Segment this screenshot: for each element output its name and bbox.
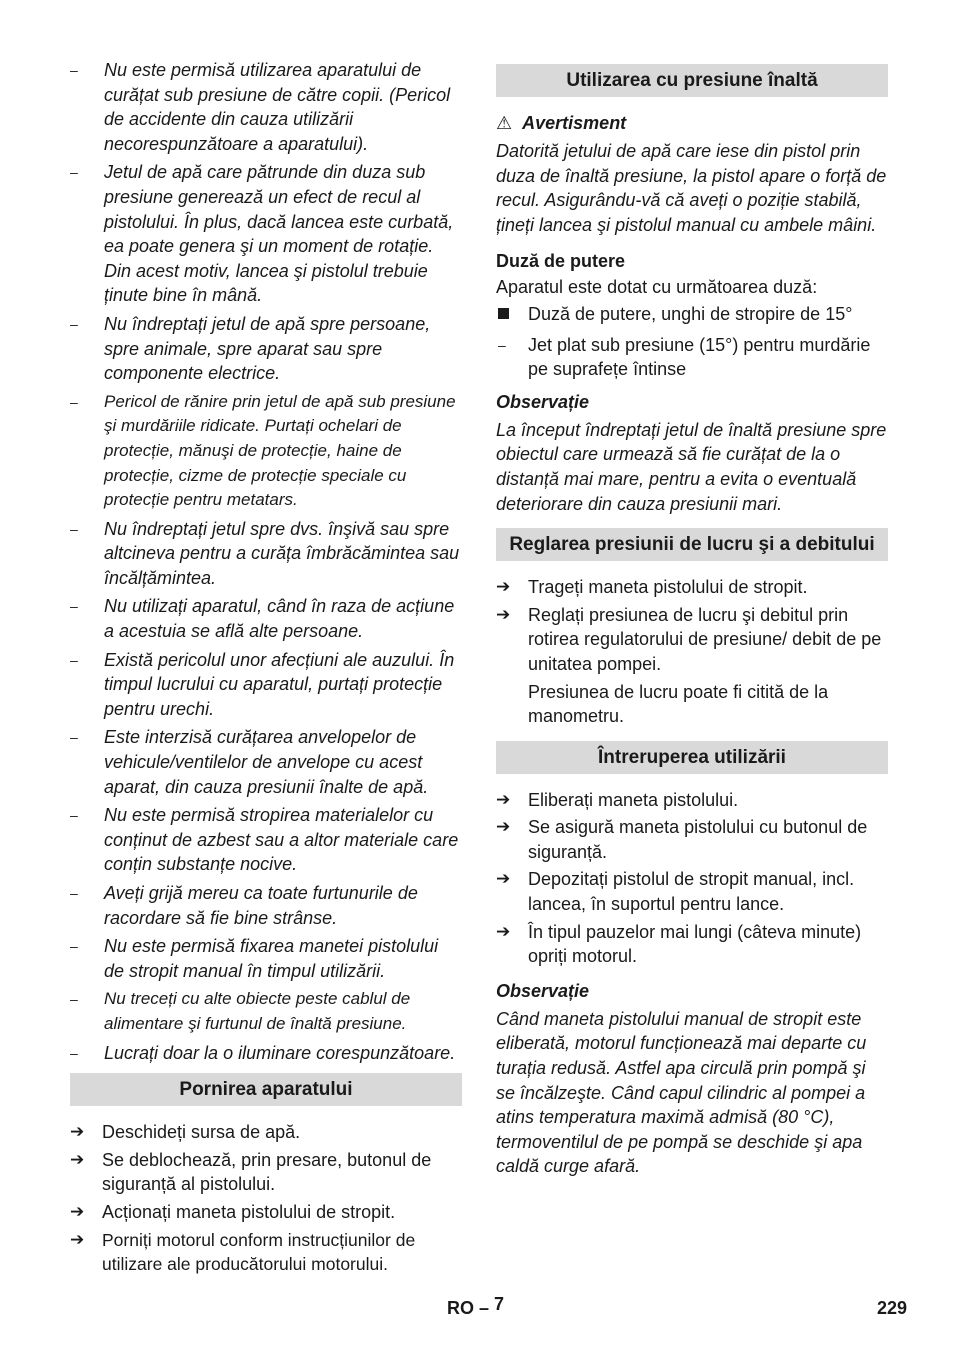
dash-marker: – — [70, 164, 78, 181]
section-title-reglare: Reglarea presiunii de lucru şi a debitului — [496, 528, 888, 561]
dash-marker: – — [70, 807, 78, 824]
footer-section-label — [447, 1294, 505, 1319]
step-item — [496, 603, 888, 677]
step-item — [496, 815, 888, 864]
safety-list — [70, 58, 462, 1065]
step-text: În tipul pauzelor mai lungi (câteva minute) opriți motorul. — [528, 921, 862, 967]
list-item — [70, 58, 462, 156]
note2-title: Observație — [496, 980, 590, 1001]
list-item-text: Nu este permisă utilizarea aparatului de curățat sub presiune de către copii. (Pericol de accidente din cauza utilizării necorespunzătoare a aparatului). — [104, 60, 451, 154]
list-item — [70, 517, 462, 591]
nozzle-sub-item — [496, 333, 888, 382]
list-item-text: Nu este permisă stropirea materialelor cu conținut de azbest sau a altor materiale care conțin substanțe nocive. — [104, 805, 459, 875]
reglare-steps — [496, 575, 888, 676]
arrow-icon: ➔ — [496, 577, 511, 597]
dash-marker: – — [70, 315, 78, 332]
step-text: Se deblochează, prin presare, butonul de siguranță al pistolului. — [102, 1149, 432, 1195]
left-column — [70, 58, 462, 1280]
arrow-icon: ➔ — [70, 1201, 85, 1221]
note-title: Observație — [496, 391, 590, 412]
step-text: Deschideți sursa de apă. — [102, 1122, 301, 1143]
warning-title: Avertisment — [522, 113, 627, 133]
note-text: La început îndreptați jetul de înaltă presiune spre obiectul care urmează să fie curățat de la o distanță mai mare, pentru a evita o eventuală deteriorare din cauza presiunii mari. — [496, 419, 887, 514]
dash-marker: – — [70, 885, 78, 901]
list-item — [70, 803, 462, 877]
list-item — [70, 594, 462, 643]
dash-marker: – — [70, 393, 78, 410]
list-item-text: Pericol de rănire prin jetul de apă sub presiune şi murdăriile ridicate. Purtați ochelari de protecție, mănuşi de protecție, haine de protecție, cizme de protecție speciale cu protecție pentru metatars. — [104, 391, 456, 510]
list-item-text: Nu îndreptați jetul spre dvs. înşivă sau spre altcineva pentru a curăța îmbrăcămintea sau încălțămintea. — [104, 518, 460, 588]
nozzle-item — [496, 302, 888, 327]
page-number: 229 — [877, 1298, 908, 1318]
step-text: Se asigură maneta pistolului cu butonul de siguranță. — [528, 817, 868, 862]
footer-section-number: 7 — [494, 1294, 505, 1314]
arrow-icon: ➔ — [70, 1149, 85, 1169]
warning-heading — [496, 111, 888, 135]
dash-marker: – — [498, 336, 506, 353]
dash-marker: – — [70, 938, 78, 955]
dash-marker: – — [70, 1044, 78, 1061]
step-item — [70, 1148, 462, 1197]
dash-marker: – — [70, 520, 78, 537]
arrow-icon: ➔ — [496, 789, 511, 809]
list-item-text: Nu treceți cu alte obiecte peste cablul de alimentare şi furtunul de înaltă presiune. — [104, 989, 411, 1033]
step-item — [70, 1228, 462, 1277]
step-item — [70, 1120, 462, 1145]
step-text: Trageți maneta pistolului de stropit. — [528, 577, 808, 598]
list-item-text: Este interzisă curățarea anvelopelor de vehicule/ventilelor de anvelope cu acest aparat, din cauza presiunii înalte de apă. — [104, 727, 429, 797]
section-title-intrerupere: Întreruperea utilizării — [496, 741, 888, 774]
step-item — [496, 575, 888, 600]
pornire-steps — [70, 1120, 462, 1277]
footer-lang: RO – — [447, 1298, 490, 1318]
list-item-text: Nu utilizați aparatul, când în raza de acțiune a acestuia se află alte persoane. — [104, 596, 455, 642]
step-item — [496, 920, 888, 969]
section-title-pornire: Pornirea aparatului — [70, 1073, 462, 1106]
step-text: Depozitați pistolul de stropit manual, incl. lancea, în suportul pentru lance. — [528, 869, 855, 915]
arrow-icon: ➔ — [70, 1122, 85, 1142]
note2-text: Când maneta pistolului manual de stropit este eliberată, motorul funcționează mai departe cu turația redusă. Astfel apa circulă prin pompă şi se încălzeşte. Când capul cilindric al pompei a atins temperatura maximă admisă (80 °C), termoventilul de pe pompă se deschide şi apa caldă curge afară. — [496, 1008, 867, 1177]
arrow-icon: ➔ — [496, 869, 511, 889]
list-item-text: Nu este permisă fixarea manetei pistolului de stropit manual în timpul utilizării. — [104, 936, 439, 981]
nozzle-intro: Aparatul este dotat cu următoarea duză: — [496, 277, 818, 298]
dash-marker: – — [70, 651, 78, 668]
nozzle-title: Duză de putere — [496, 251, 626, 272]
arrow-icon: ➔ — [496, 817, 511, 837]
list-item — [70, 881, 462, 930]
warning-triangle-icon: ⚠ — [496, 113, 513, 133]
step-text: Porniți motorul conform instrucțiunilor de utilizare ale producătorului motorului. — [102, 1229, 416, 1275]
step-item — [70, 1200, 462, 1225]
arrow-icon: ➔ — [496, 604, 511, 624]
section-title-utilizare: Utilizarea cu presiune înaltă — [496, 64, 888, 97]
reglare-sub-text: Presiunea de lucru poate fi citită de la manometru. — [528, 681, 829, 727]
arrow-icon: ➔ — [70, 1229, 85, 1249]
step-text: Eliberați maneta pistolului. — [528, 789, 739, 810]
intrerupere-steps — [496, 788, 888, 969]
list-item — [70, 934, 462, 983]
nozzle-sub-text: Jet plat sub presiune (15°) pentru murdărie pe suprafețe întinse — [528, 334, 871, 380]
dash-marker: – — [70, 598, 78, 615]
dash-marker: – — [70, 729, 78, 746]
step-item — [496, 867, 888, 916]
dash-marker: – — [70, 991, 78, 1008]
right-column — [496, 58, 888, 1191]
nozzle-item-text: Duză de putere, unghi de stropire de 15° — [528, 303, 853, 324]
arrow-icon: ➔ — [496, 921, 511, 941]
dash-marker: – — [70, 62, 78, 78]
list-item — [70, 390, 462, 513]
step-text: Reglați presiunea de lucru şi debitul prin rotirea regulatorului de presiune/ debit de pe unitatea pompei. — [528, 604, 882, 674]
step-item — [496, 788, 888, 813]
list-item-text: Lucrați doar la o iluminare corespunzătoare. — [104, 1042, 456, 1063]
list-item-text: Există pericolul unor afecțiuni ale auzului. În timpul lucrului cu aparatul, purtați protecție pentru urechi. — [104, 649, 455, 719]
list-item — [70, 648, 462, 722]
list-item-text: Nu îndreptați jetul de apă spre persoane, spre animale, spre aparat sau spre componente electrice. — [104, 313, 431, 384]
list-item — [70, 1041, 462, 1066]
square-bullet-icon — [498, 308, 509, 319]
list-item-text: Jetul de apă care pătrunde din duza sub presiune generează un efect de recul al pistolului. În plus, dacă lancea este curbată, ea poate genera şi un moment de rotație. Din acest motiv, lancea şi pistolul trebuie ținute bine în mână. — [104, 162, 454, 306]
step-text: Acționați maneta pistolului de stropit. — [102, 1201, 396, 1222]
list-item — [70, 987, 462, 1036]
list-item — [70, 725, 462, 799]
list-item-text: Aveți grijă mereu ca toate furtunurile de racordare să fie bine strânse. — [104, 883, 418, 928]
warning-text: Datorită jetului de apă care iese din pistol prin duza de înaltă presiune, la pistol apare o forță de recul. Asigurându-vă că aveți o poziție stabilă, țineți lancea şi pistolul manual cu ambele mâini. — [496, 141, 887, 235]
list-item — [70, 312, 462, 386]
list-item — [70, 160, 462, 308]
